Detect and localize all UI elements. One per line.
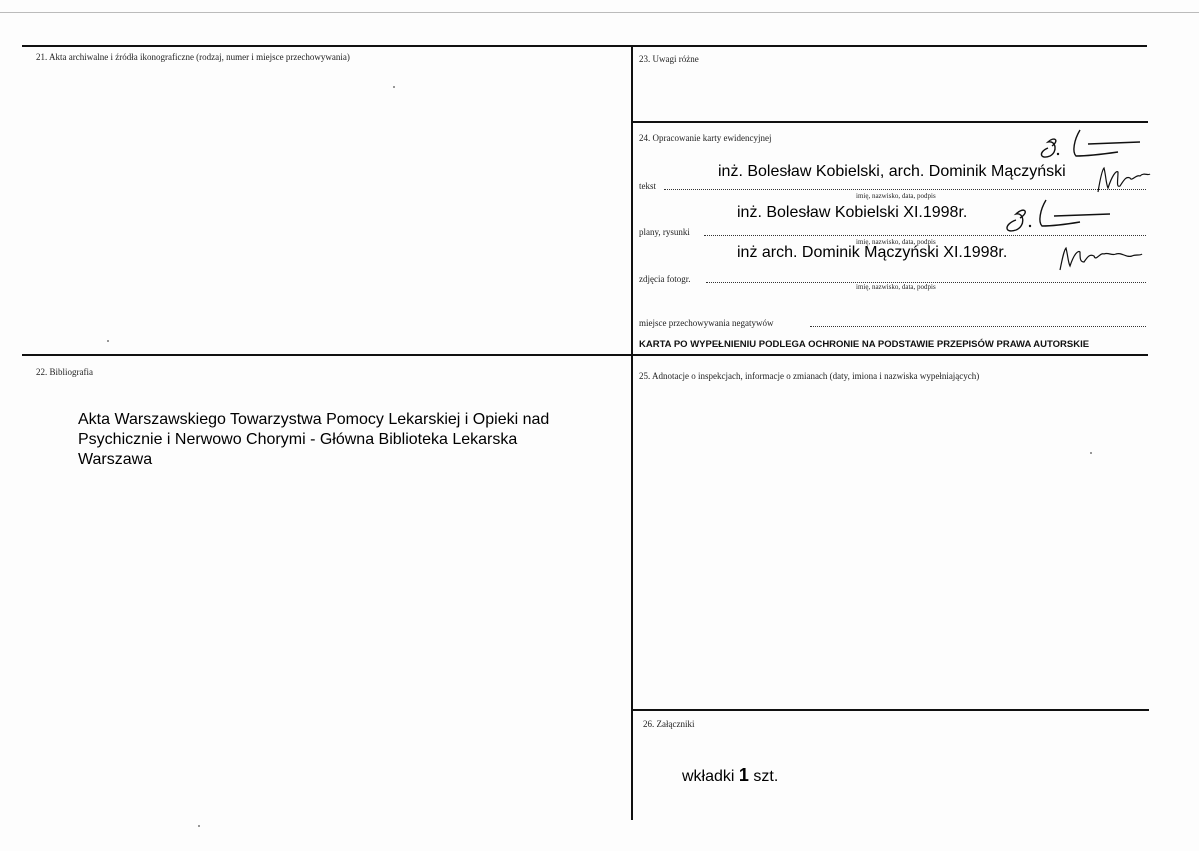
top-rule-right [633, 45, 1147, 47]
bibliography-text [78, 410, 549, 470]
scan-speck [1090, 452, 1092, 454]
scan-top-edge [0, 12, 1199, 13]
tekst-hint: imię, nazwisko, data, podpis [856, 192, 936, 200]
scan-speck [107, 340, 109, 342]
section-21-label: 21. Akta archiwalne i źródła ikonograficzne (rodzaj, numer i miejsce przechowywania) [36, 52, 350, 62]
plany-value: inż. Bolesław Kobielski XI.1998r. [737, 204, 968, 221]
section-26-label: 26. Załączniki [643, 719, 695, 729]
zdjecia-value: inż arch. Dominik Mączyński XI.1998r. [737, 244, 1008, 261]
section-23-label: 23. Uwagi różne [639, 54, 699, 64]
plany-hint: imię, nazwisko, data, podpis [856, 238, 936, 246]
zdjecia-hint: imię, nazwisko, data, podpis [856, 283, 936, 291]
signature-kobielski-2 [996, 194, 1116, 238]
tekst-label: tekst [639, 181, 656, 191]
bibliography-line-1: Akta Warszawskiego Towarzystwa Pomocy Lekarskiej i Opieki nad [78, 411, 550, 428]
scan-speck [198, 825, 200, 827]
attachments-prefix: wkładki [682, 768, 735, 785]
bibliography-line-3: Warszawa [78, 451, 153, 468]
signature-kobielski-1 [1030, 126, 1150, 164]
top-rule-left [22, 45, 633, 47]
zdjecia-label: zdjęcia fotogr. [639, 274, 691, 284]
copyright-notice: KARTA PO WYPEŁNIENIU PODLEGA OCHRONIE NA PODSTAWIE PRZEPISÓW PRAWA AUTORSKIE [639, 339, 1090, 350]
plany-label: plany, rysunki [639, 227, 690, 237]
scan-speck [393, 86, 395, 88]
negatywy-label: miejsce przechowywania negatywów [639, 318, 774, 328]
attachments-count: 1 [738, 765, 749, 785]
section-22-label: 22. Bibliografia [36, 367, 93, 377]
signature-maczynski-2 [1054, 240, 1144, 274]
tekst-dots [664, 189, 1146, 190]
negatywy-dots [810, 326, 1146, 327]
signature-maczynski-1 [1092, 162, 1152, 198]
section-24-label: 24. Opracowanie karty ewidencyjnej [639, 133, 772, 143]
attachments-value [682, 765, 778, 786]
center-divider [631, 45, 633, 820]
rule-23-24 [631, 121, 1148, 123]
tekst-value: inż. Bolesław Kobielski, arch. Dominik Mączyński [718, 163, 1066, 180]
rule-mid-right [631, 354, 1148, 356]
bibliography-line-2: Psychicznie i Nerwowo Chorymi - Główna Biblioteka Lekarska [78, 431, 518, 448]
rule-25-26 [631, 709, 1149, 711]
rule-mid-left [22, 354, 633, 356]
section-25-label: 25. Adnotacje o inspekcjach, informacje o zmianach (daty, imiona i nazwiska wypełniających) [639, 371, 980, 381]
attachments-suffix: szt. [753, 768, 779, 785]
